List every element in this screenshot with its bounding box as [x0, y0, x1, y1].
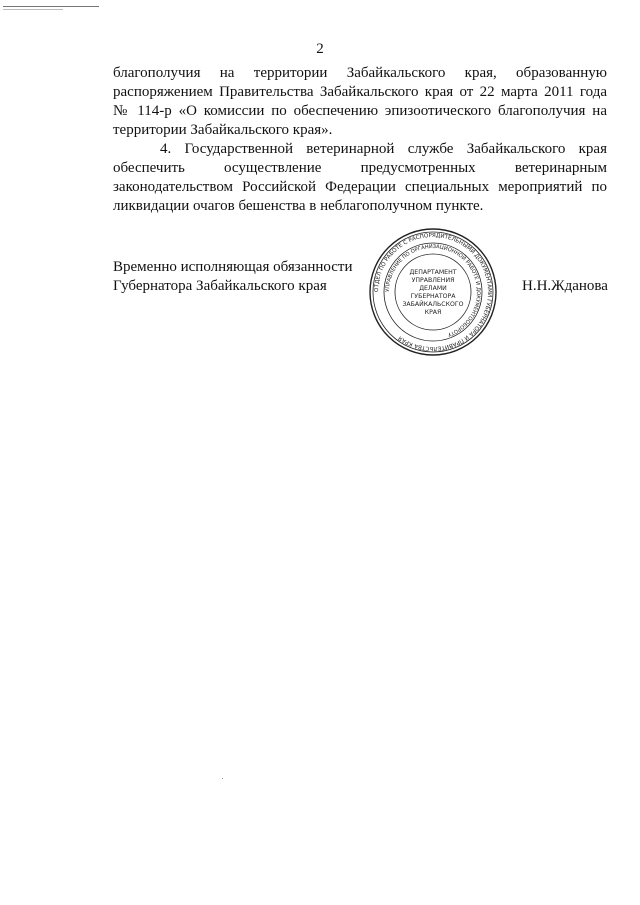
scan-speck — [222, 778, 223, 779]
seal-graphic — [368, 227, 498, 357]
seal-inner-ring-text: УПРАВЛЕНИЕ ПО ОРГАНИЗАЦИОННОЙ РАБОТЕ И ДОКУМЕНТООБОРОТУ — [384, 243, 482, 338]
official-seal — [368, 227, 498, 357]
paragraph1-line2: распоряжением Правительства Забайкальского края от 22 марта 2011 года — [113, 84, 607, 100]
seal-outer-ring-text: ОТДЕЛ ПО РАБОТЕ С РАСПОРЯДИТЕЛЬНЫМИ ДОКУМЕНТАМИ ГУБЕРНАТОРА И ПРАВИТЕЛЬСТВА КРАЯ — [373, 232, 493, 352]
seal-center-line-3: ДЕЛАМИ — [419, 285, 447, 292]
seal-center-line-1: ДЕПАРТАМЕНТ — [409, 269, 457, 276]
signatory-title-line1: Временно исполняющая обязанности — [113, 259, 353, 275]
signatory-name: Н.Н.Жданова — [522, 278, 608, 294]
page-number: 2 — [316, 41, 324, 57]
top-rule-line — [3, 6, 99, 7]
top-rule-line-secondary — [3, 9, 63, 10]
seal-center-line-5: ЗАБАЙКАЛЬСКОГО — [402, 301, 464, 308]
seal-center-line-6: КРАЯ — [424, 309, 442, 316]
paragraph2-line4: ликвидации очагов бешенства в неблагополучном пункте. — [113, 198, 484, 214]
paragraph2-line1: 4. Государственной ветеринарной службе Забайкальского края — [160, 141, 607, 157]
signatory-title-line2: Губернатора Забайкальского края — [113, 278, 327, 294]
paragraph2-line3: законодательством Российской Федерации специальных мероприятий по — [113, 179, 607, 195]
seal-center-line-2: УПРАВЛЕНИЯ — [411, 277, 455, 284]
paragraph1-line1: благополучия на территории Забайкальского края, образованную — [113, 65, 607, 81]
signatory-title — [113, 258, 353, 296]
paragraph2-line2: обеспечить осуществление предусмотренных ветеринарным — [113, 160, 607, 176]
paragraph1-line4: территории Забайкальского края». — [113, 122, 333, 138]
paragraph1-line3: № 114-р «О комиссии по обеспечению эпизоотического благополучия на — [113, 103, 607, 119]
seal-center-line-4: ГУБЕРНАТОРА — [410, 293, 456, 300]
document-body — [113, 64, 607, 216]
